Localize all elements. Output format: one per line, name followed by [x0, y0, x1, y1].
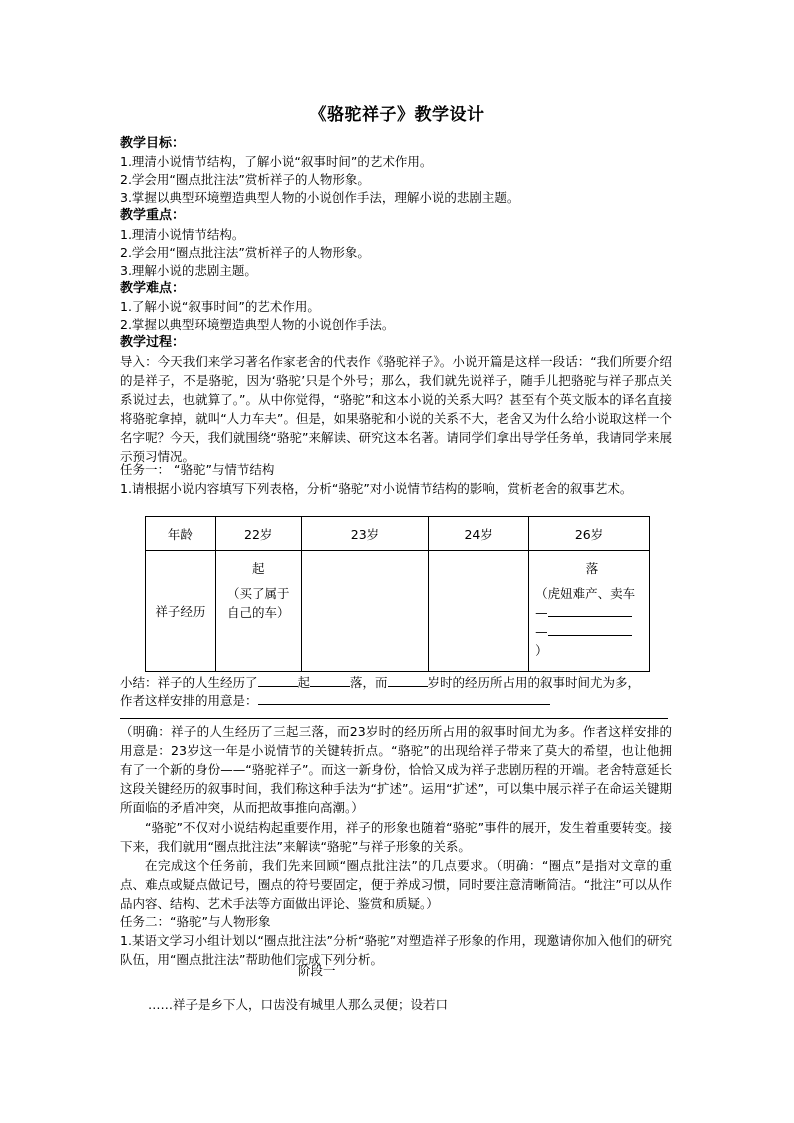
- objective-item: 2.学会用“圈点批注法”赏析祥子的人物形象。: [120, 172, 370, 187]
- difficulty-item: 1.了解小说“叙事时间”的艺术作用。: [120, 299, 320, 314]
- difficulties-heading: 教学难点：: [120, 281, 186, 296]
- task2-title: 任务二：“骆驼”与人物形象: [120, 914, 271, 929]
- blank-intent[interactable]: [258, 692, 550, 705]
- objective-item: 3.掌握以典型环境塑造典型人物的小说创作手法，理解小说的悲剧主题。: [120, 190, 520, 205]
- cell-23-blank[interactable]: [301, 551, 429, 672]
- cell-22-line2: 自己的车）: [226, 605, 290, 620]
- key-point-item: 2.学会用“圈点批注法”赏析祥子的人物形象。: [120, 245, 370, 260]
- header-26: 26岁: [529, 517, 650, 551]
- difficulty-item: 2.掌握以典型环境塑造典型人物的小说创作手法。: [120, 317, 395, 332]
- objectives-heading: 教学目标：: [120, 136, 186, 151]
- key-points-heading: 教学重点：: [120, 208, 186, 223]
- key-point-item: 1.理清小说情节结构。: [120, 227, 245, 242]
- blank-rise[interactable]: [258, 674, 298, 687]
- cell-26-top: 落: [585, 561, 599, 576]
- header-age: 年龄: [146, 517, 216, 551]
- cell-24-blank[interactable]: [429, 551, 529, 672]
- header-22: 22岁: [215, 517, 301, 551]
- task1-title: 任务一： “骆驼”与情节结构: [120, 462, 275, 477]
- process-heading: 教学过程：: [120, 335, 186, 350]
- cell-26: [529, 551, 650, 672]
- cell-22-top: 起: [251, 561, 265, 576]
- table-row: [146, 551, 650, 672]
- stage-label: 阶段一: [298, 963, 336, 978]
- objective-item: 1.理清小说情节结构，了解小说“叙事时间”的艺术作用。: [120, 154, 433, 169]
- cell-26-end: ）: [535, 643, 548, 658]
- cell-26-blank-2[interactable]: —: [535, 622, 649, 641]
- answer-paragraph: （明确：祥子的人生经历了三起三落，而23岁时的经历所占用的叙事时间尤为多。作者这样安排的用意是：23岁这一年是小说情节的关键转折点。“骆驼”的出现给祥子带来了莫大的希望，也让他拥有了一个新的身份——“骆驼祥子”。而这一新身份，恰恰又成为祥子悲剧历程的开端。老舍特意延长这段关键经历的叙事时间，我们称这种手法为“扩述”。运用“扩述”，可以集中展示祥子在命运关键期所面临的矛盾冲突，从而把故事推向高潮。）: [120, 724, 672, 815]
- excerpt-text: ……祥子是乡下人，口齿没有城里人那么灵便；设若口: [148, 997, 449, 1012]
- answer-line[interactable]: [120, 718, 668, 719]
- summary-line1: 小结：祥子的人生经历了 起 落，而 岁时的经历所占用的叙事时间尤为多，: [120, 675, 641, 690]
- blank-age[interactable]: [388, 674, 428, 687]
- cell-26-blank-1[interactable]: —: [535, 603, 649, 622]
- cell-22: [215, 551, 301, 672]
- row-label: 祥子经历: [146, 551, 216, 672]
- plot-structure-table: [145, 516, 650, 672]
- header-24: 24岁: [429, 517, 529, 551]
- header-23: 23岁: [301, 517, 429, 551]
- paragraph-annotation-method: 在完成这个任务前，我们先来回顾“圈点批注法”的几点要求。（明确：“圈点”是指对文章的重点、难点或疑点做记号，圈点的符号要固定，便于养成习惯，同时要注意清晰简洁。“批注”可以从作品内容、结构、艺术手法等方面做出评论、鉴赏和质疑。）: [120, 858, 672, 911]
- cell-26-line1: （虎妞难产、卖车: [535, 586, 636, 601]
- cell-22-line1: （买了属于: [226, 586, 290, 601]
- table-header-row: [146, 517, 650, 551]
- paragraph-camel-role: “骆驼”不仅对小说结构起重要作用，祥子的形象也随着“骆驼”事件的展开，发生着重要转变。接下来，我们就用“圈点批注法”来解读“骆驼”与祥子形象的关系。: [120, 820, 672, 854]
- task2-question: 1.某语文学习小组计划以“圈点批注法”分析“骆驼”对塑造祥子形象的作用，现邀请你加入他们的研究队伍，用“圈点批注法”帮助他们完成下列分析。: [120, 933, 672, 967]
- intro-paragraph: 导入：今天我们来学习著名作家老舍的代表作《骆驼祥子》。小说开篇是这样一段话：“我们所要介绍的是祥子，不是骆驼，因为‘骆驼’只是个外号；那么，我们就先说祥子，随手儿把骆驼与祥子那点关系说过去，也就算了。”。从中你觉得，“骆驼”和这本小说的关系大吗？甚至有个英文版本的译名直接将骆驼拿掉，就叫“人力车夫”。但是，如果骆驼和小说的关系不大，老舍又为什么给小说取这样一个名字呢？今天，我们就围绕“骆驼”来解读、研究这本名著。请同学们拿出导学任务单，我请同学来展示预习情况。: [120, 354, 672, 464]
- key-point-item: 3.理解小说的悲剧主题。: [120, 263, 257, 278]
- summary-line2: 作者这样安排的用意是：: [120, 692, 550, 710]
- task1-question: 1.请根据小说内容填写下列表格，分析“骆驼”对小说情节结构的影响，赏析老舍的叙事艺术。: [120, 481, 633, 496]
- page-title: 《骆驼祥子》教学设计: [309, 105, 485, 125]
- blank-fall[interactable]: [310, 674, 350, 687]
